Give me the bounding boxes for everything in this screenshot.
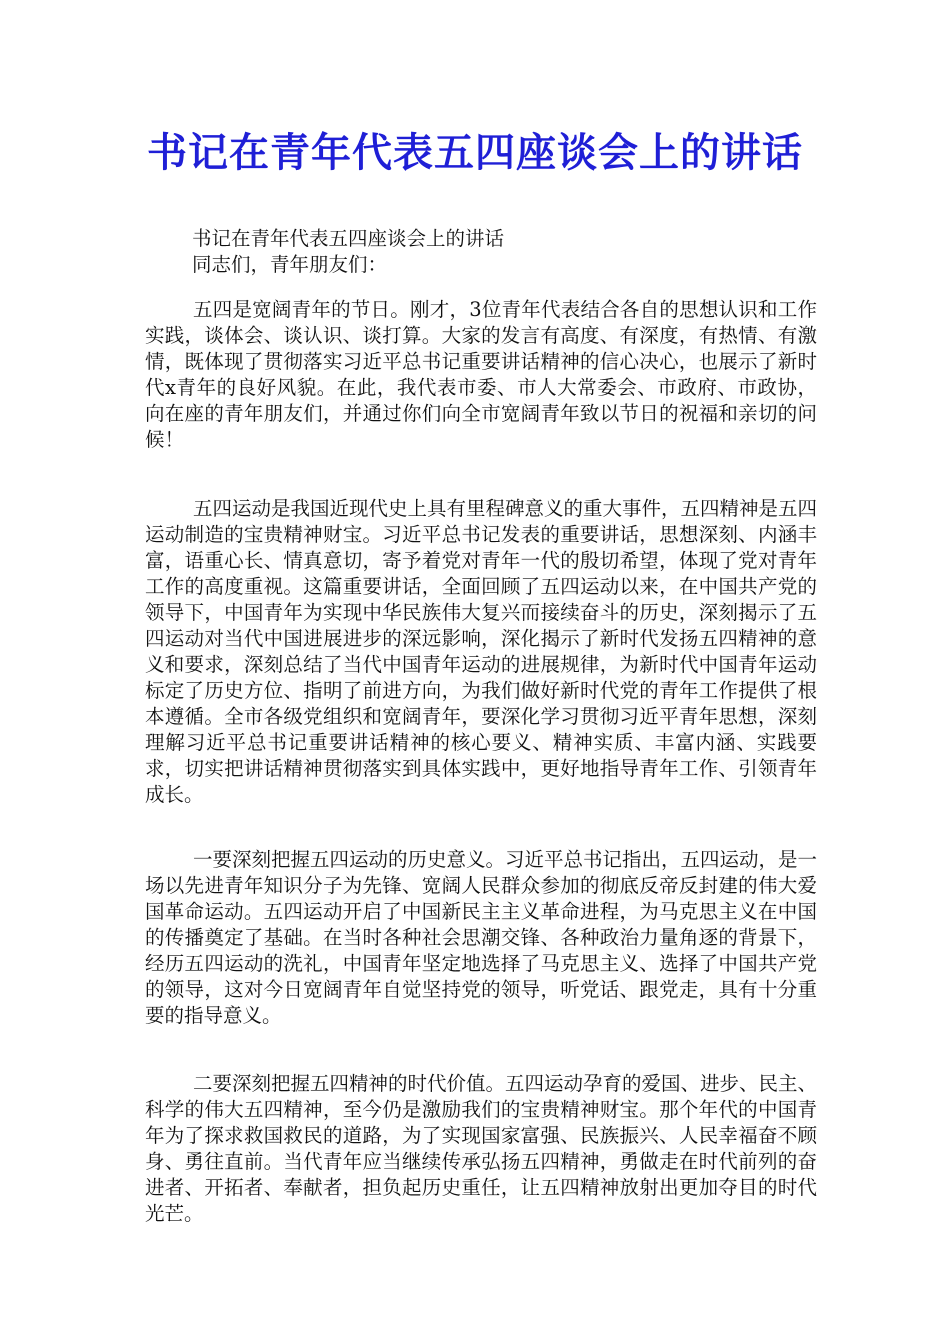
paragraph: 五四是宽阔青年的节日。刚才，3位青年代表结合各自的思想认识和工作实践，谈体会、谈认识、谈打算。大家的发言有高度、有深度，有热情、有激情，既体现了贯彻落实习近平总书记重要讲话精神的信心决心，也展示了新时代x青年的良好风貌。在此，我代表市委、市人大常委会、市政府、市政协，向在座的青年朋友们，并通过你们向全市宽阔青年致以节日的祝福和亲切的问候！ <box>145 298 817 451</box>
document-subtitle: 书记在青年代表五四座谈会上的讲话 <box>192 227 505 250</box>
paragraph-4-block <box>145 1071 817 1227</box>
salutation: 同志们，青年朋友们： <box>192 253 388 276</box>
paragraph-1-block <box>145 297 817 453</box>
document-title: 书记在青年代表五四座谈会上的讲话 <box>147 130 803 176</box>
paragraph: 一要深刻把握五四运动的历史意义。习近平总书记指出，五四运动，是一场以先进青年知识分子为先锋、宽阔人民群众参加的彻底反帝反封建的伟大爱国革命运动。五四运动开启了中国新民主主义革命进程，为马克思主义在中国的传播奠定了基础。在当时各种社会思潮交锋、各种政治力量角逐的背景下，经历五四运动的洗礼，中国青年坚定地选择了马克思主义、选择了中国共产党的领导，这对今日宽阔青年自觉坚持党的领导，听党话、跟党走，具有十分重要的指导意义。 <box>145 848 818 1027</box>
paragraph: 二要深刻把握五四精神的时代价值。五四运动孕育的爱国、进步、民主、科学的伟大五四精神，至今仍是激励我们的宝贵精神财宝。那个年代的中国青年为了探求救国救民的道路，为了实现国家富强、民族振兴、人民幸福奋不顾身、勇往直前。当代青年应当继续传承弘扬五四精神，勇做走在时代前列的奋进者、开拓者、奉献者，担负起历史重任，让五四精神放射出更加夺目的时代光芒。 <box>145 1072 818 1225</box>
paragraph-3-block <box>145 847 817 1029</box>
paragraph: 五四运动是我国近现代史上具有里程碑意义的重大事件，五四精神是五四运动制造的宝贵精神财宝。习近平总书记发表的重要讲话，思想深刻、内涵丰富，语重心长、情真意切，寄予着党对青年一代的殷切希望，体现了党对青年工作的高度重视。这篇重要讲话，全面回顾了五四运动以来，在中国共产党的领导下，中国青年为实现中华民族伟大复兴而接续奋斗的历史，深刻揭示了五四运动对当代中国进展进步的深远影响，深化揭示了新时代发扬五四精神的意义和要求，深刻总结了当代中国青年运动的进展规律，为新时代中国青年运动标定了历史方位、指明了前进方向，为我们做好新时代党的青年工作提供了根本遵循。全市各级党组织和宽阔青年，要深化学习贯彻习近平青年思想，深刻理解习近平总书记重要讲话精神的核心要义、精神实质、丰富内涵、实践要求，切实把讲话精神贯彻落实到具体实践中，更好地指导青年工作、引领青年成长。 <box>145 497 818 806</box>
paragraph-2-block <box>145 496 817 808</box>
